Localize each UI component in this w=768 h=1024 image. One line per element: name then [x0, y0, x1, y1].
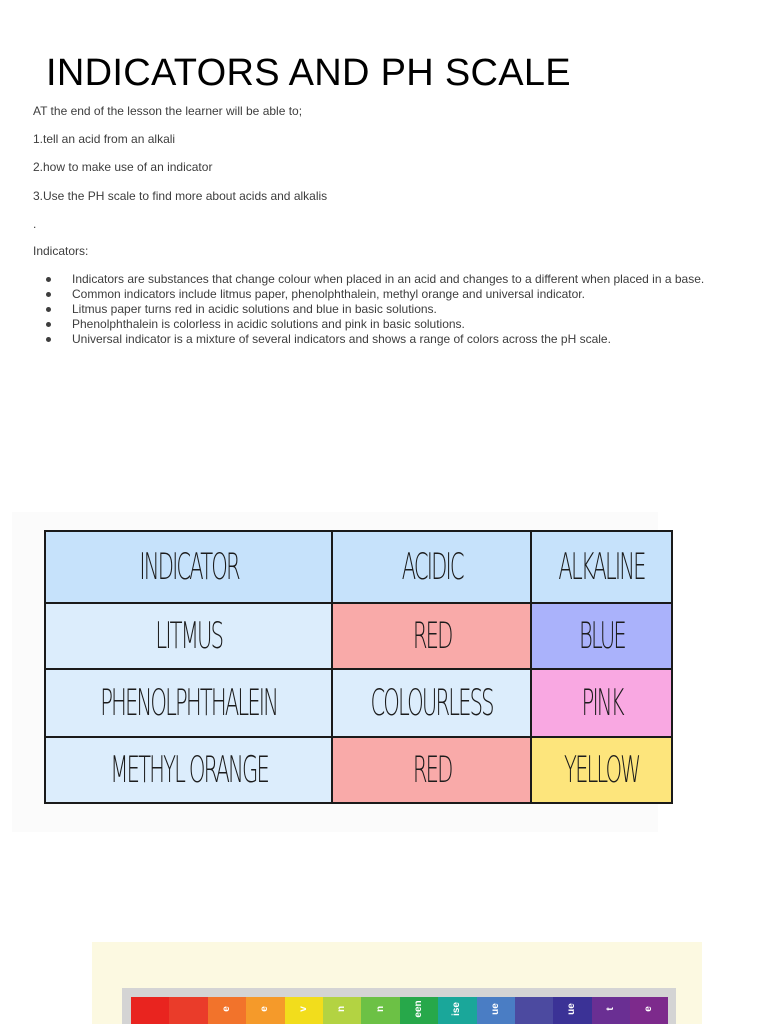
ph-segment-7: [400, 997, 438, 1024]
ph-segment-label: n: [336, 1005, 348, 1013]
cell-indicator-name: METHYL ORANGE: [45, 737, 332, 803]
objective-3: 3.Use the PH scale to find more about acids and alkalis: [33, 189, 328, 203]
ph-segment-11: [553, 997, 591, 1024]
ph-segment-1: [169, 997, 207, 1024]
ph-segment-4: [285, 997, 323, 1024]
ph-segment-label: e: [259, 1006, 271, 1012]
bullet-item: [33, 287, 763, 302]
table-row-phenolphthalein: [45, 669, 672, 737]
cell-alkaline-result: YELLOW: [531, 737, 672, 803]
table-row-methyl-orange: [45, 737, 672, 803]
ph-segment-2: [208, 997, 246, 1024]
bullet-item: [33, 272, 763, 287]
ph-segment-0: [131, 997, 169, 1024]
cell-acidic-result: RED: [332, 603, 531, 669]
indicator-table: [44, 530, 673, 804]
indicator-bullet-list: [33, 272, 763, 347]
cell-acidic-result: RED: [332, 737, 531, 803]
ph-segment-6: [361, 997, 399, 1024]
ph-segment-label: n: [374, 1005, 386, 1013]
indicators-heading: Indicators:: [33, 244, 89, 258]
ph-segment-label: e: [220, 1006, 232, 1012]
intro-text: AT the end of the lesson the learner will be able to;: [33, 104, 303, 118]
header-cell-alkaline: ALKALINE: [531, 531, 672, 603]
ph-segment-label: ue: [489, 1003, 501, 1015]
ph-segment-12: [592, 997, 630, 1024]
ph-segment-10: [515, 997, 553, 1024]
ph-segment-label: ise: [451, 1002, 463, 1016]
bullet-icon: [46, 292, 51, 297]
cell-alkaline-result: BLUE: [531, 603, 672, 669]
bullet-text: Indicators are substances that change colour when placed in an acid and changes to a different when placed in a base.: [72, 272, 705, 286]
bullet-icon: [46, 307, 51, 312]
objective-2: 2.how to make use of an indicator: [33, 160, 213, 174]
cell-acidic-result: COLOURLESS: [332, 669, 531, 737]
bullet-icon: [46, 337, 51, 342]
bullet-item: [33, 332, 763, 347]
cell-indicator-name: PHENOLPHTHALEIN: [45, 669, 332, 737]
table-row-litmus: [45, 603, 672, 669]
ph-scale-frame: [122, 988, 676, 1024]
ph-segment-label: e: [643, 1006, 655, 1012]
header-cell-indicator: INDICATOR: [45, 531, 332, 603]
bullet-icon: [46, 322, 51, 327]
bullet-text: Phenolphthalein is colorless in acidic solutions and pink in basic solutions.: [72, 317, 465, 331]
table-header-row: [45, 531, 672, 603]
ph-scale-image: [92, 942, 702, 1024]
ph-segment-9: [477, 997, 515, 1024]
bullet-icon: [46, 277, 51, 282]
bullet-text: Universal indicator is a mixture of several indicators and shows a range of colors across the pH scale.: [72, 332, 611, 346]
ph-segment-3: [246, 997, 284, 1024]
ph-segment-5: [323, 997, 361, 1024]
bullet-item: [33, 317, 763, 332]
bullet-text: Common indicators include litmus paper, phenolphthalein, methyl orange and universal indicator.: [72, 287, 585, 301]
ph-segment-label: ue: [566, 1003, 578, 1015]
indicator-table-image: [12, 512, 658, 832]
objective-1: 1.tell an acid from an alkali: [33, 132, 176, 146]
cell-alkaline-result: PINK: [531, 669, 672, 737]
separator-dot: .: [33, 217, 37, 231]
ph-segment-13: [630, 997, 668, 1024]
bullet-item: [33, 302, 763, 317]
header-cell-acidic: ACIDIC: [332, 531, 531, 603]
ph-segment-label: t: [604, 1007, 616, 1011]
ph-segment-8: [438, 997, 476, 1024]
bullet-text: Litmus paper turns red in acidic solutions and blue in basic solutions.: [72, 302, 437, 316]
ph-color-strip: [131, 997, 668, 1024]
cell-indicator-name: LITMUS: [45, 603, 332, 669]
ph-segment-label: een: [412, 1000, 424, 1018]
page-title: INDICATORS AND PH SCALE: [46, 52, 571, 94]
ph-segment-label: v: [297, 1006, 309, 1012]
